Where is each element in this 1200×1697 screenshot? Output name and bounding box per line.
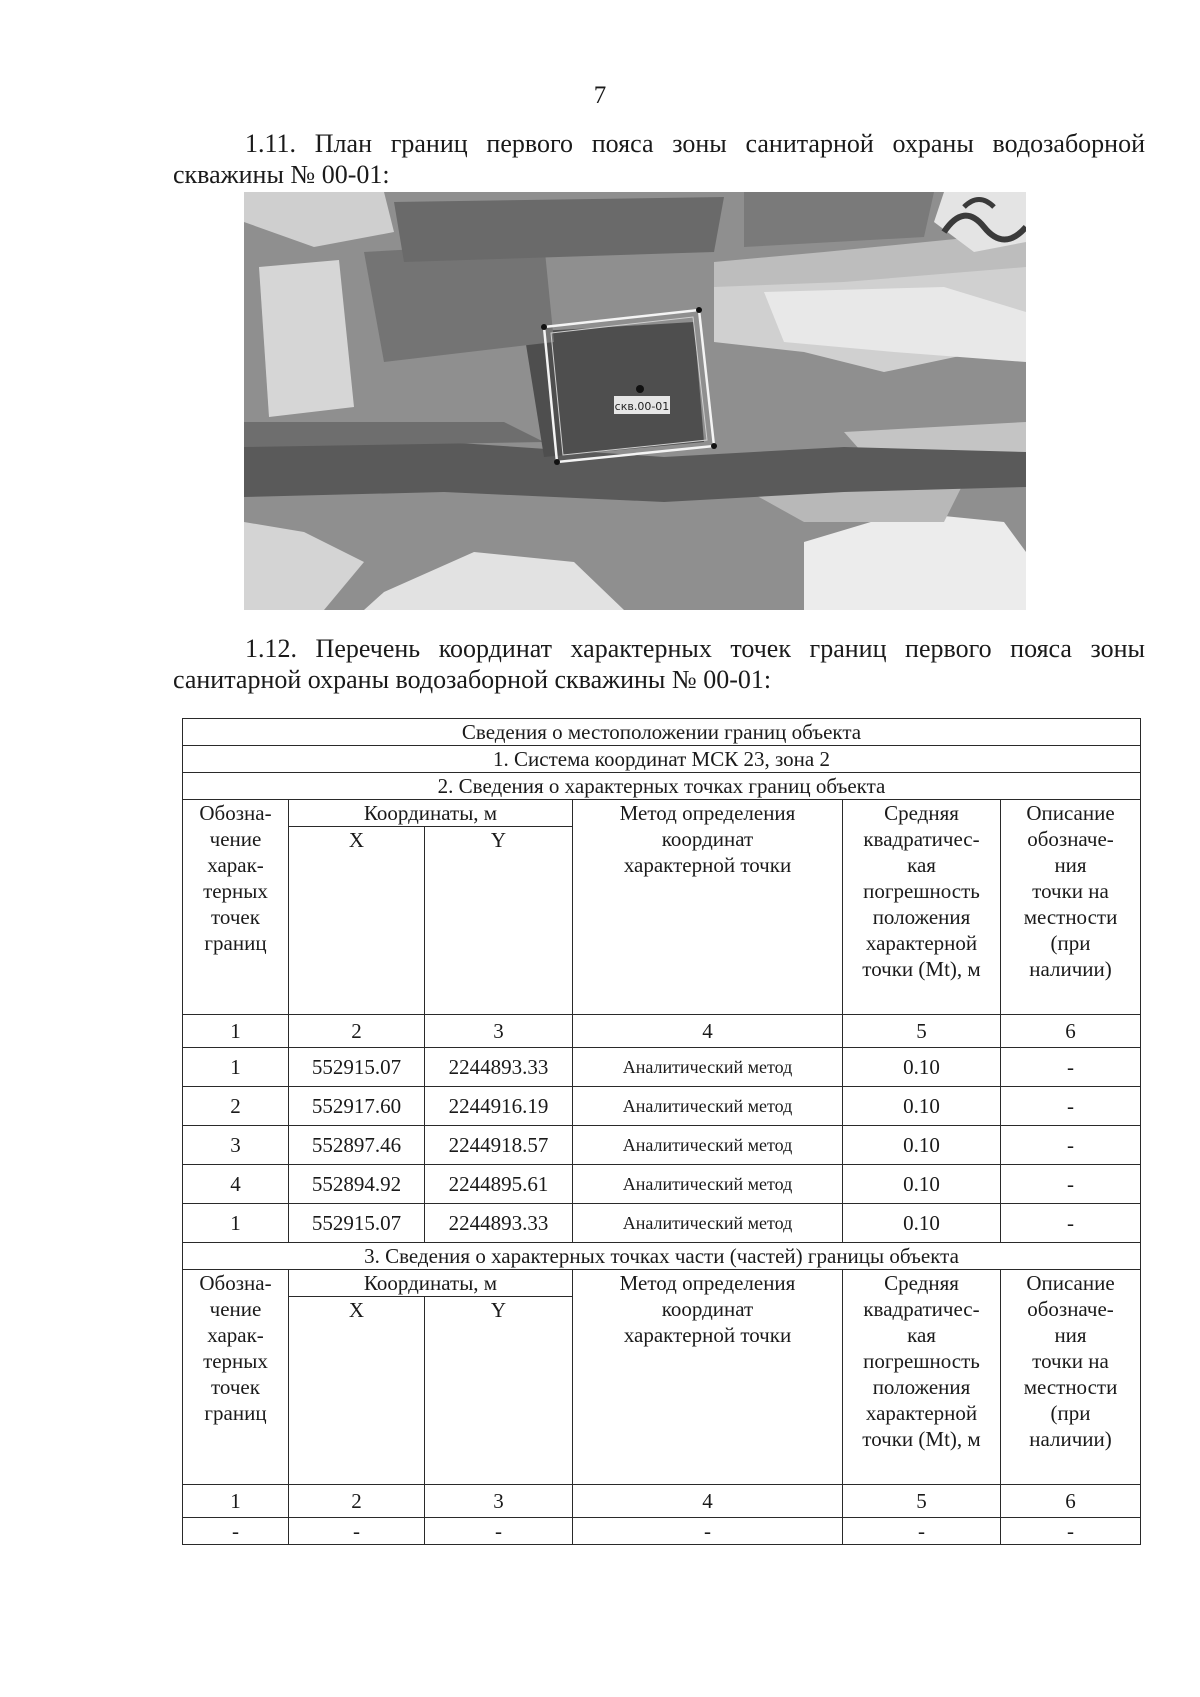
error-value: 0.10 xyxy=(843,1165,1001,1204)
column-number: 1 xyxy=(183,1015,289,1048)
y-coordinate: - xyxy=(425,1518,573,1545)
section-1-11-heading xyxy=(173,128,1145,190)
header-method: Метод определения координат характерной точки xyxy=(573,1270,843,1485)
header-row-1 xyxy=(183,800,1141,827)
header-description: Описание обозначе- ния точки на местности (при наличии) xyxy=(1001,1270,1141,1485)
section-1-12-text: 1.12. Перечень координат характерных точек границ первого пояса зоны санитарной охраны водозаборной скважины № 00-01: xyxy=(173,634,1145,694)
column-number: 2 xyxy=(289,1485,425,1518)
x-coordinate: - xyxy=(289,1518,425,1545)
column-number: 4 xyxy=(573,1015,843,1048)
point-number: 1 xyxy=(183,1204,289,1243)
x-coordinate: 552915.07 xyxy=(289,1048,425,1087)
point-number: 4 xyxy=(183,1165,289,1204)
header-error: Средняя квадратичес- кая погрешность положения характерной точки (Mt), м xyxy=(843,800,1001,1015)
part-column-numbers-row xyxy=(183,1485,1141,1518)
header-y: Y xyxy=(425,827,573,1015)
section-3-title-row xyxy=(183,1243,1141,1270)
method: Аналитический метод xyxy=(573,1204,843,1243)
method: Аналитический метод xyxy=(573,1165,843,1204)
method: Аналитический метод xyxy=(573,1126,843,1165)
x-coordinate: 552894.92 xyxy=(289,1165,425,1204)
x-coordinate: 552897.46 xyxy=(289,1126,425,1165)
y-coordinate: 2244895.61 xyxy=(425,1165,573,1204)
error-value: 0.10 xyxy=(843,1087,1001,1126)
point-number: 3 xyxy=(183,1126,289,1165)
description: - xyxy=(1001,1518,1141,1545)
table-title-row xyxy=(183,719,1141,746)
header-coordinates: Координаты, м xyxy=(289,800,573,827)
section-1-12-heading xyxy=(173,633,1145,695)
header-method: Метод определения координат характерной точки xyxy=(573,800,843,1015)
method: Аналитический метод xyxy=(573,1048,843,1087)
aerial-photo xyxy=(244,192,1026,610)
y-coordinate: 2244918.57 xyxy=(425,1126,573,1165)
section-2-title-row xyxy=(183,773,1141,800)
description: - xyxy=(1001,1165,1141,1204)
header-y: Y xyxy=(425,1297,573,1485)
method: Аналитический метод xyxy=(573,1087,843,1126)
table-row xyxy=(183,1165,1141,1204)
column-number: 6 xyxy=(1001,1485,1141,1518)
table-row xyxy=(183,1126,1141,1165)
table-row xyxy=(183,1087,1141,1126)
x-coordinate: 552917.60 xyxy=(289,1087,425,1126)
column-number: 5 xyxy=(843,1015,1001,1048)
method: - xyxy=(573,1518,843,1545)
column-number: 3 xyxy=(425,1015,573,1048)
coordinate-system-row xyxy=(183,746,1141,773)
column-number: 6 xyxy=(1001,1015,1141,1048)
column-number: 1 xyxy=(183,1485,289,1518)
y-coordinate: 2244916.19 xyxy=(425,1087,573,1126)
header-x: X xyxy=(289,1297,425,1485)
header-description: Описание обозначе- ния точки на местности (при наличии) xyxy=(1001,800,1141,1015)
coordinates-table xyxy=(182,718,1141,1545)
column-number: 4 xyxy=(573,1485,843,1518)
section-1-11-text: 1.11. План границ первого пояса зоны санитарной охраны водозаборной скважины № 00-01: xyxy=(173,129,1145,189)
section-2-title: 2. Сведения о характерных точках границ объекта xyxy=(183,773,1141,800)
table-row xyxy=(183,1204,1141,1243)
column-number: 5 xyxy=(843,1485,1001,1518)
y-coordinate: 2244893.33 xyxy=(425,1048,573,1087)
boundary-plan-image xyxy=(244,192,1026,610)
column-number: 2 xyxy=(289,1015,425,1048)
point-number: 2 xyxy=(183,1087,289,1126)
point-number: 1 xyxy=(183,1048,289,1087)
error-value: - xyxy=(843,1518,1001,1545)
error-value: 0.10 xyxy=(843,1126,1001,1165)
table-row xyxy=(183,1048,1141,1087)
error-value: 0.10 xyxy=(843,1048,1001,1087)
x-coordinate: 552915.07 xyxy=(289,1204,425,1243)
description: - xyxy=(1001,1204,1141,1243)
header-designation: Обозна- чение харак- терных точек границ xyxy=(183,1270,289,1485)
error-value: 0.10 xyxy=(843,1204,1001,1243)
point-number: - xyxy=(183,1518,289,1545)
table-title: Сведения о местоположении границ объекта xyxy=(183,719,1141,746)
part-header-row-1 xyxy=(183,1270,1141,1297)
table-row xyxy=(183,1518,1141,1545)
page-number: 7 xyxy=(593,82,607,109)
well-label: скв.00-01 xyxy=(614,400,670,413)
description: - xyxy=(1001,1048,1141,1087)
section-3-title: 3. Сведения о характерных точках части (частей) границы объекта xyxy=(183,1243,1141,1270)
header-coordinates: Координаты, м xyxy=(289,1270,573,1297)
description: - xyxy=(1001,1126,1141,1165)
header-designation: Обозна- чение харак- терных точек границ xyxy=(183,800,289,1015)
header-x: X xyxy=(289,827,425,1015)
description: - xyxy=(1001,1087,1141,1126)
header-error: Средняя квадратичес- кая погрешность положения характерной точки (Mt), м xyxy=(843,1270,1001,1485)
column-numbers-row xyxy=(183,1015,1141,1048)
y-coordinate: 2244893.33 xyxy=(425,1204,573,1243)
coordinate-system: 1. Система координат МСК 23, зона 2 xyxy=(183,746,1141,773)
column-number: 3 xyxy=(425,1485,573,1518)
